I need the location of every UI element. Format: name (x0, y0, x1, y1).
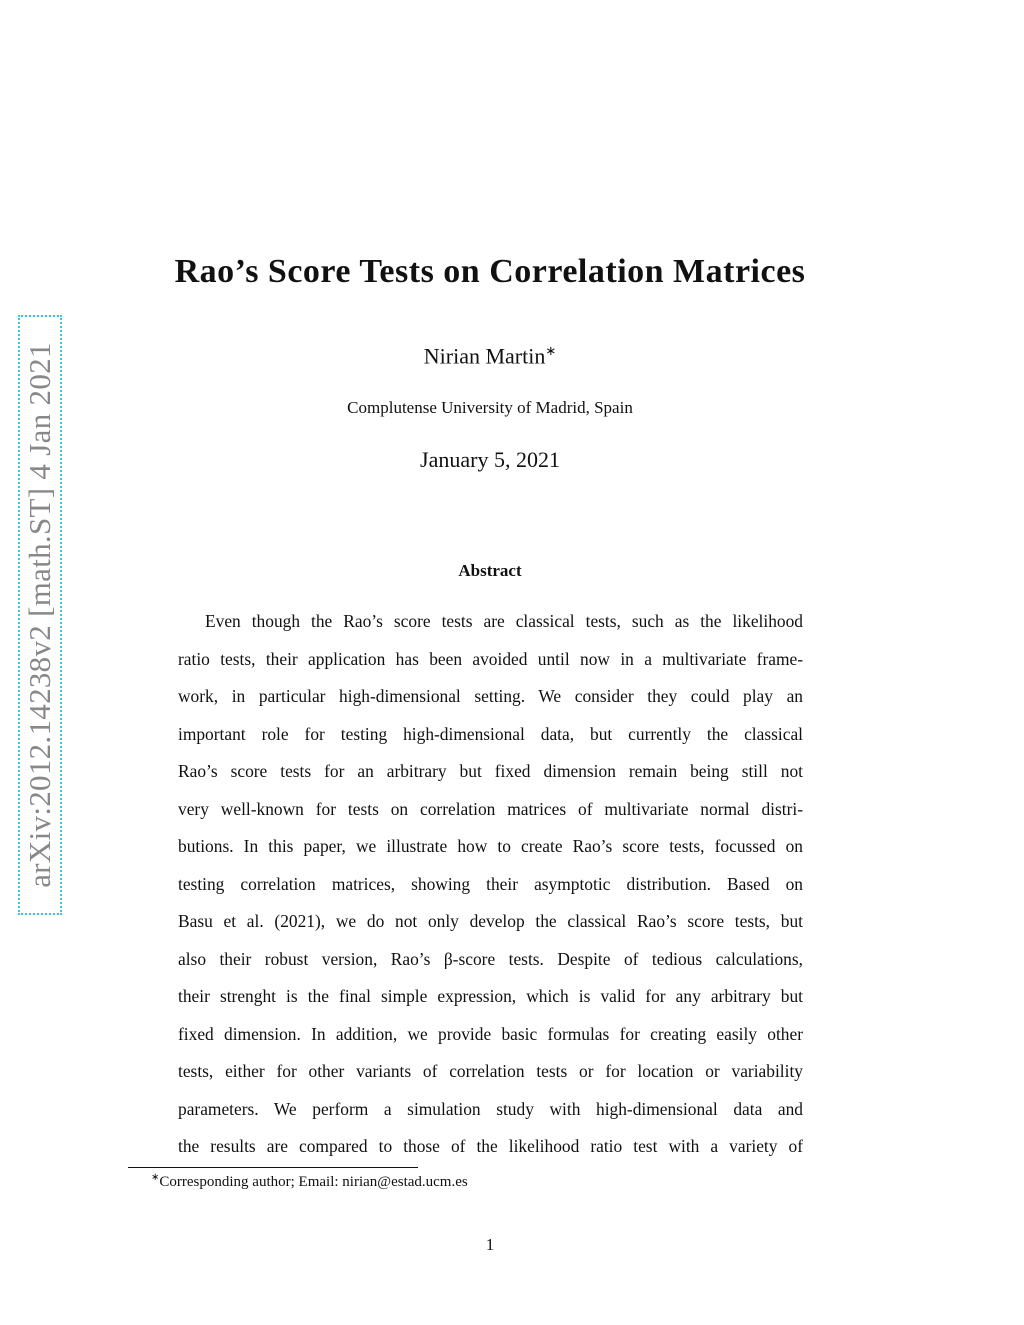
author-footnote-mark: ∗ (545, 343, 557, 358)
arxiv-identifier: arXiv:2012.14238v2 [math.ST] 4 Jan 2021 (22, 342, 57, 888)
abstract-line: the results are compared to those of the likelihood ratio test with a variety of (178, 1136, 803, 1156)
abstract-line: Even though the Rao’s score tests are classical tests, such as the likelihood (205, 611, 803, 631)
abstract-line: Rao’s score tests for an arbitrary but fixed dimension remain being still not (178, 761, 803, 781)
author-name: Nirian Martin (423, 343, 546, 369)
page-number: 1 (485, 1235, 495, 1254)
abstract-line: parameters. We perform a simulation study with high-dimensional data and (178, 1098, 803, 1119)
footnote-text: Corresponding author; Email: nirian@estad.ucm.es (159, 1174, 468, 1190)
abstract-line: work, in particular high-dimensional setting. We consider they could play an (178, 686, 803, 706)
abstract-line: important role for testing high-dimensional data, but currently the classical (178, 723, 803, 744)
footnote (151, 1172, 468, 1191)
abstract-line: Basu et al. (2021), we do not only develop the classical Rao’s score tests, but (178, 911, 803, 931)
abstract-line: fixed dimension. In addition, we provide basic formulas for creating easily other (178, 1023, 803, 1044)
abstract-line: also their robust version, Rao’s β-score tests. Despite of tedious calculations, (178, 948, 803, 969)
author-line (120, 343, 860, 369)
abstract-body (178, 608, 803, 1171)
abstract-line: tests, either for other variants of correlation tests or for location or variability (178, 1061, 803, 1081)
abstract-line: ratio tests, their application has been avoided until now in a multivariate frame- (178, 648, 803, 669)
abstract-line: butions. In this paper, we illustrate how to create Rao’s score tests, focussed on (178, 836, 803, 856)
paper-title: Rao’s Score Tests on Correlation Matrices (174, 253, 806, 290)
abstract-line: their strenght is the final simple expression, which is valid for any arbitrary but (178, 986, 803, 1006)
paper-date: January 5, 2021 (420, 447, 560, 472)
arxiv-stamp (18, 315, 62, 915)
abstract-heading: Abstract (458, 561, 522, 580)
abstract-line: testing correlation matrices, showing their asymptotic distribution. Based on (178, 873, 803, 894)
footnote-mark: ∗ (151, 1172, 160, 1183)
author-affiliation: Complutense University of Madrid, Spain (347, 398, 633, 417)
footnote-divider (128, 1167, 418, 1168)
abstract-line: very well-known for tests on correlation matrices of multivariate normal distri- (178, 798, 803, 819)
